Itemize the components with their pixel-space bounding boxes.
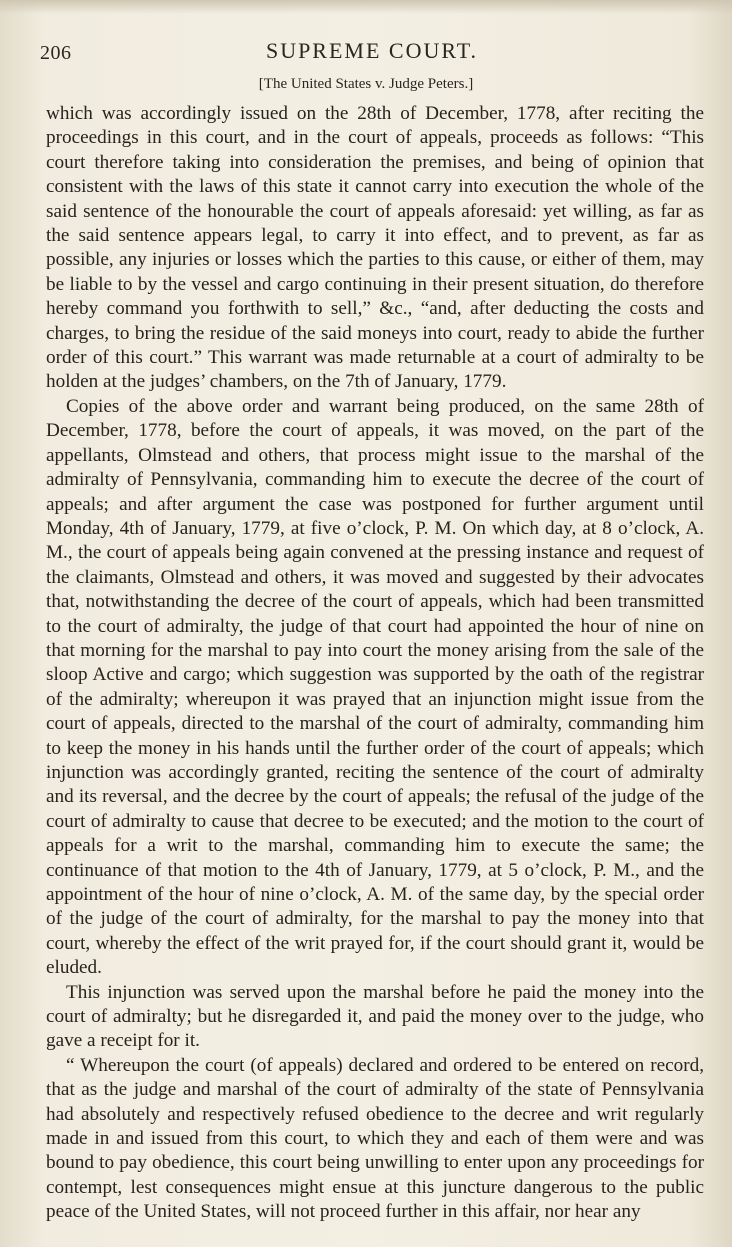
case-title: [The United States v. Judge Peters.] bbox=[258, 76, 474, 92]
paragraph: Copies of the above order and warrant being produced, on the same 28th of December, 1778, before the court of appeals, it was moved, on the part of the appellants, Olmstead and others, that process might issue to the marshal of the admiralty of Pennsylvania, commanding him to execute the decree of the court of appeals; and after argument the case was postponed for further argument until Monday, 4th of January, 1779, at five o’clock, P. M. On which day, at 8 o’clock, A. M., the court of appeals being again convened at the pressing instance and request of the claimants, Olmstead and others, it was moved and suggested by their advocates that, notwithstanding the decree of the court of appeals, which had been transmitted to the court of admiralty, the judge of that court had appointed the hour of nine on that morning for the marshal to pay into court the money arising from the sale of the sloop Active and cargo; which suggestion was supported by the oath of the registrar of the admiralty; whereupon it was prayed that an injunction might issue from the court of appeals, directed to the marshal of the court of admiralty, commanding him to keep the money in his hands until the further order of the court of appeals; which injunction was accordingly granted, reciting the sentence of the court of admiralty and its reversal, and the decree by the court of appeals; the refusal of the judge of the court of admiralty to cause that decree to be executed; and the motion to the court of appeals for a writ to the marshal, commanding him to execute the same; the continuance of that motion to the 4th of January, 1779, at 5 o’clock, P. M., and the appointment of the hour of nine o’clock, A. M. of the same day, by the special order of the judge of the court of admiralty, for the marshal to pay the money into that court, whereby the effect of the writ prayed for, if the court should grant it, would be eluded. bbox=[46, 395, 704, 979]
paragraph: This injunction was served upon the marshal before he paid the money into the court of admiralty; but he disregarded it, and paid the money over to the judge, who gave a receipt for it. bbox=[46, 981, 704, 1052]
paragraph: “ Whereupon the court (of appeals) declared and ordered to be entered on record, that as the judge and marshal of the court of admiralty of the state of Pennsylvania had absolutely and respectively refused obedience to the decree and writ regularly made in and issued from this court, to which they and each of them were and was bound to pay obedience, this court being unwilling to enter upon any proceedings for contempt, lest consequences might ensue at this juncture dangerous to the public peace of the United States, will not proceed further in this affair, nor hear any bbox=[46, 1054, 704, 1223]
page-number: 206 bbox=[40, 42, 72, 64]
running-head: SUPREME COURT. bbox=[265, 38, 479, 63]
paragraph: which was accordingly issued on the 28th of December, 1778, after reciting the proceedings in this court, and in the court of appeals, proceeds as follows: “This court therefore taking into consideration the premises, and being of opinion that consistent with the laws of this state it cannot carry into execution the whole of the said sentence of the honourable the court of appeals aforesaid: yet willing, as far as the said sentence appears legal, to carry it into effect, and to prevent, as far as possible, any injuries or losses which the parties to this cause, or either of them, may be liable to by the vessel and cargo continuing in their present situation, do therefore hereby command you forthwith to sell,” &c., “and, after deducting the costs and charges, to bring the residue of the said moneys into court, ready to abide the further order of this court.” This warrant was made returnable at a court of admiralty to be holden at the judges’ chambers, on the 7th of January, 1779. bbox=[46, 103, 704, 393]
body-text bbox=[46, 102, 704, 1225]
page-header bbox=[40, 38, 704, 68]
